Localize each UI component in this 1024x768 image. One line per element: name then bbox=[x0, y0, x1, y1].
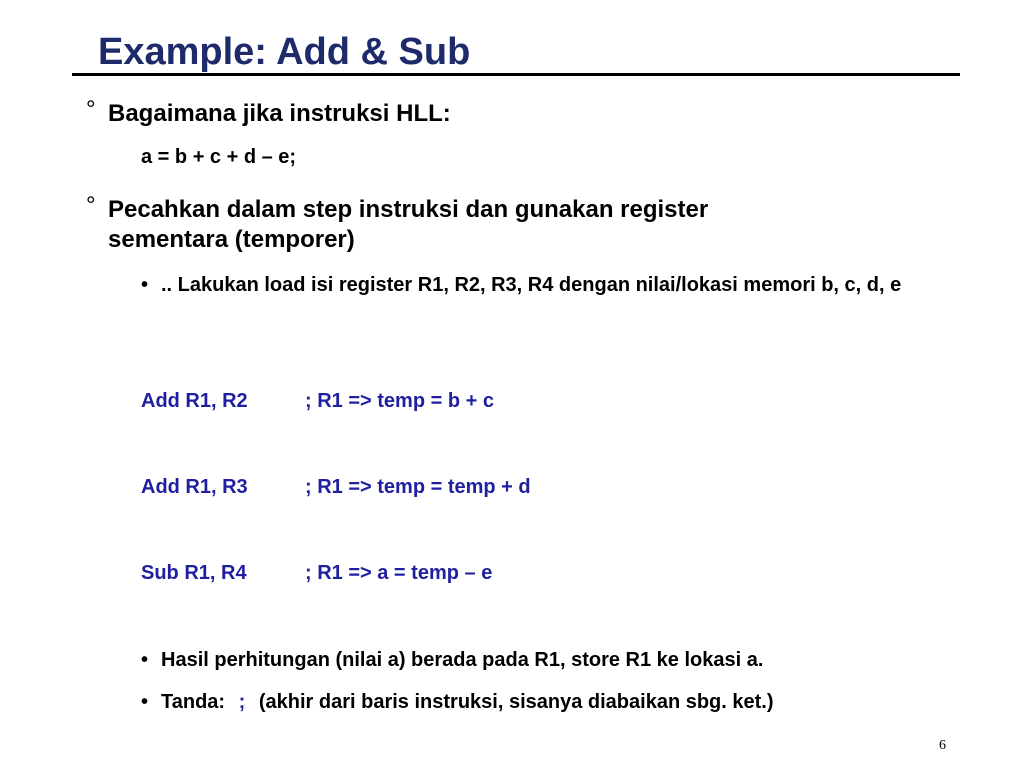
code-line bbox=[141, 387, 494, 415]
bullet-text: Bagaimana jika instruksi HLL: bbox=[108, 100, 451, 127]
code-instruction: Sub R1, R4 bbox=[141, 562, 247, 584]
degree-bullet-icon: ° bbox=[86, 192, 96, 219]
dot-bullet-icon: • bbox=[141, 274, 149, 296]
semicolon-highlight: ; bbox=[238, 691, 246, 713]
sub-bullet-suffix: (akhir dari baris instruksi, sisanya diabaikan sbg. ket.) bbox=[258, 691, 774, 713]
page-number: 6 bbox=[939, 738, 946, 753]
code-line bbox=[141, 473, 531, 501]
hll-expression: a = b + c + d – e; bbox=[141, 146, 297, 168]
title-underline bbox=[72, 73, 960, 76]
code-comment: ; R1 => a = temp – e bbox=[305, 562, 493, 584]
degree-bullet-icon: ° bbox=[86, 96, 96, 123]
bullet-text: Pecahkan dalam step instruksi dan gunakan register sementara (temporer) bbox=[108, 196, 709, 253]
slide-title: Example: Add & Sub bbox=[98, 31, 471, 73]
code-comment: ; R1 => temp = temp + d bbox=[305, 476, 531, 498]
sub-bullet-text: Hasil perhitungan (nilai a) berada pada R1, store R1 ke lokasi a. bbox=[161, 649, 764, 671]
code-instruction: Add R1, R2 bbox=[141, 390, 248, 412]
code-line bbox=[141, 559, 493, 587]
code-comment: ; R1 => temp = b + c bbox=[305, 390, 494, 412]
dot-bullet-icon: • bbox=[141, 649, 149, 671]
dot-bullet-icon: • bbox=[141, 691, 149, 713]
sub-bullet-text bbox=[161, 688, 921, 716]
sub-bullet-text: .. Lakukan load isi register R1, R2, R3, R4 dengan nilai/lokasi memori b, c, d, e bbox=[161, 274, 902, 296]
code-instruction: Add R1, R3 bbox=[141, 476, 248, 498]
sub-bullet-prefix: Tanda: bbox=[161, 691, 226, 713]
